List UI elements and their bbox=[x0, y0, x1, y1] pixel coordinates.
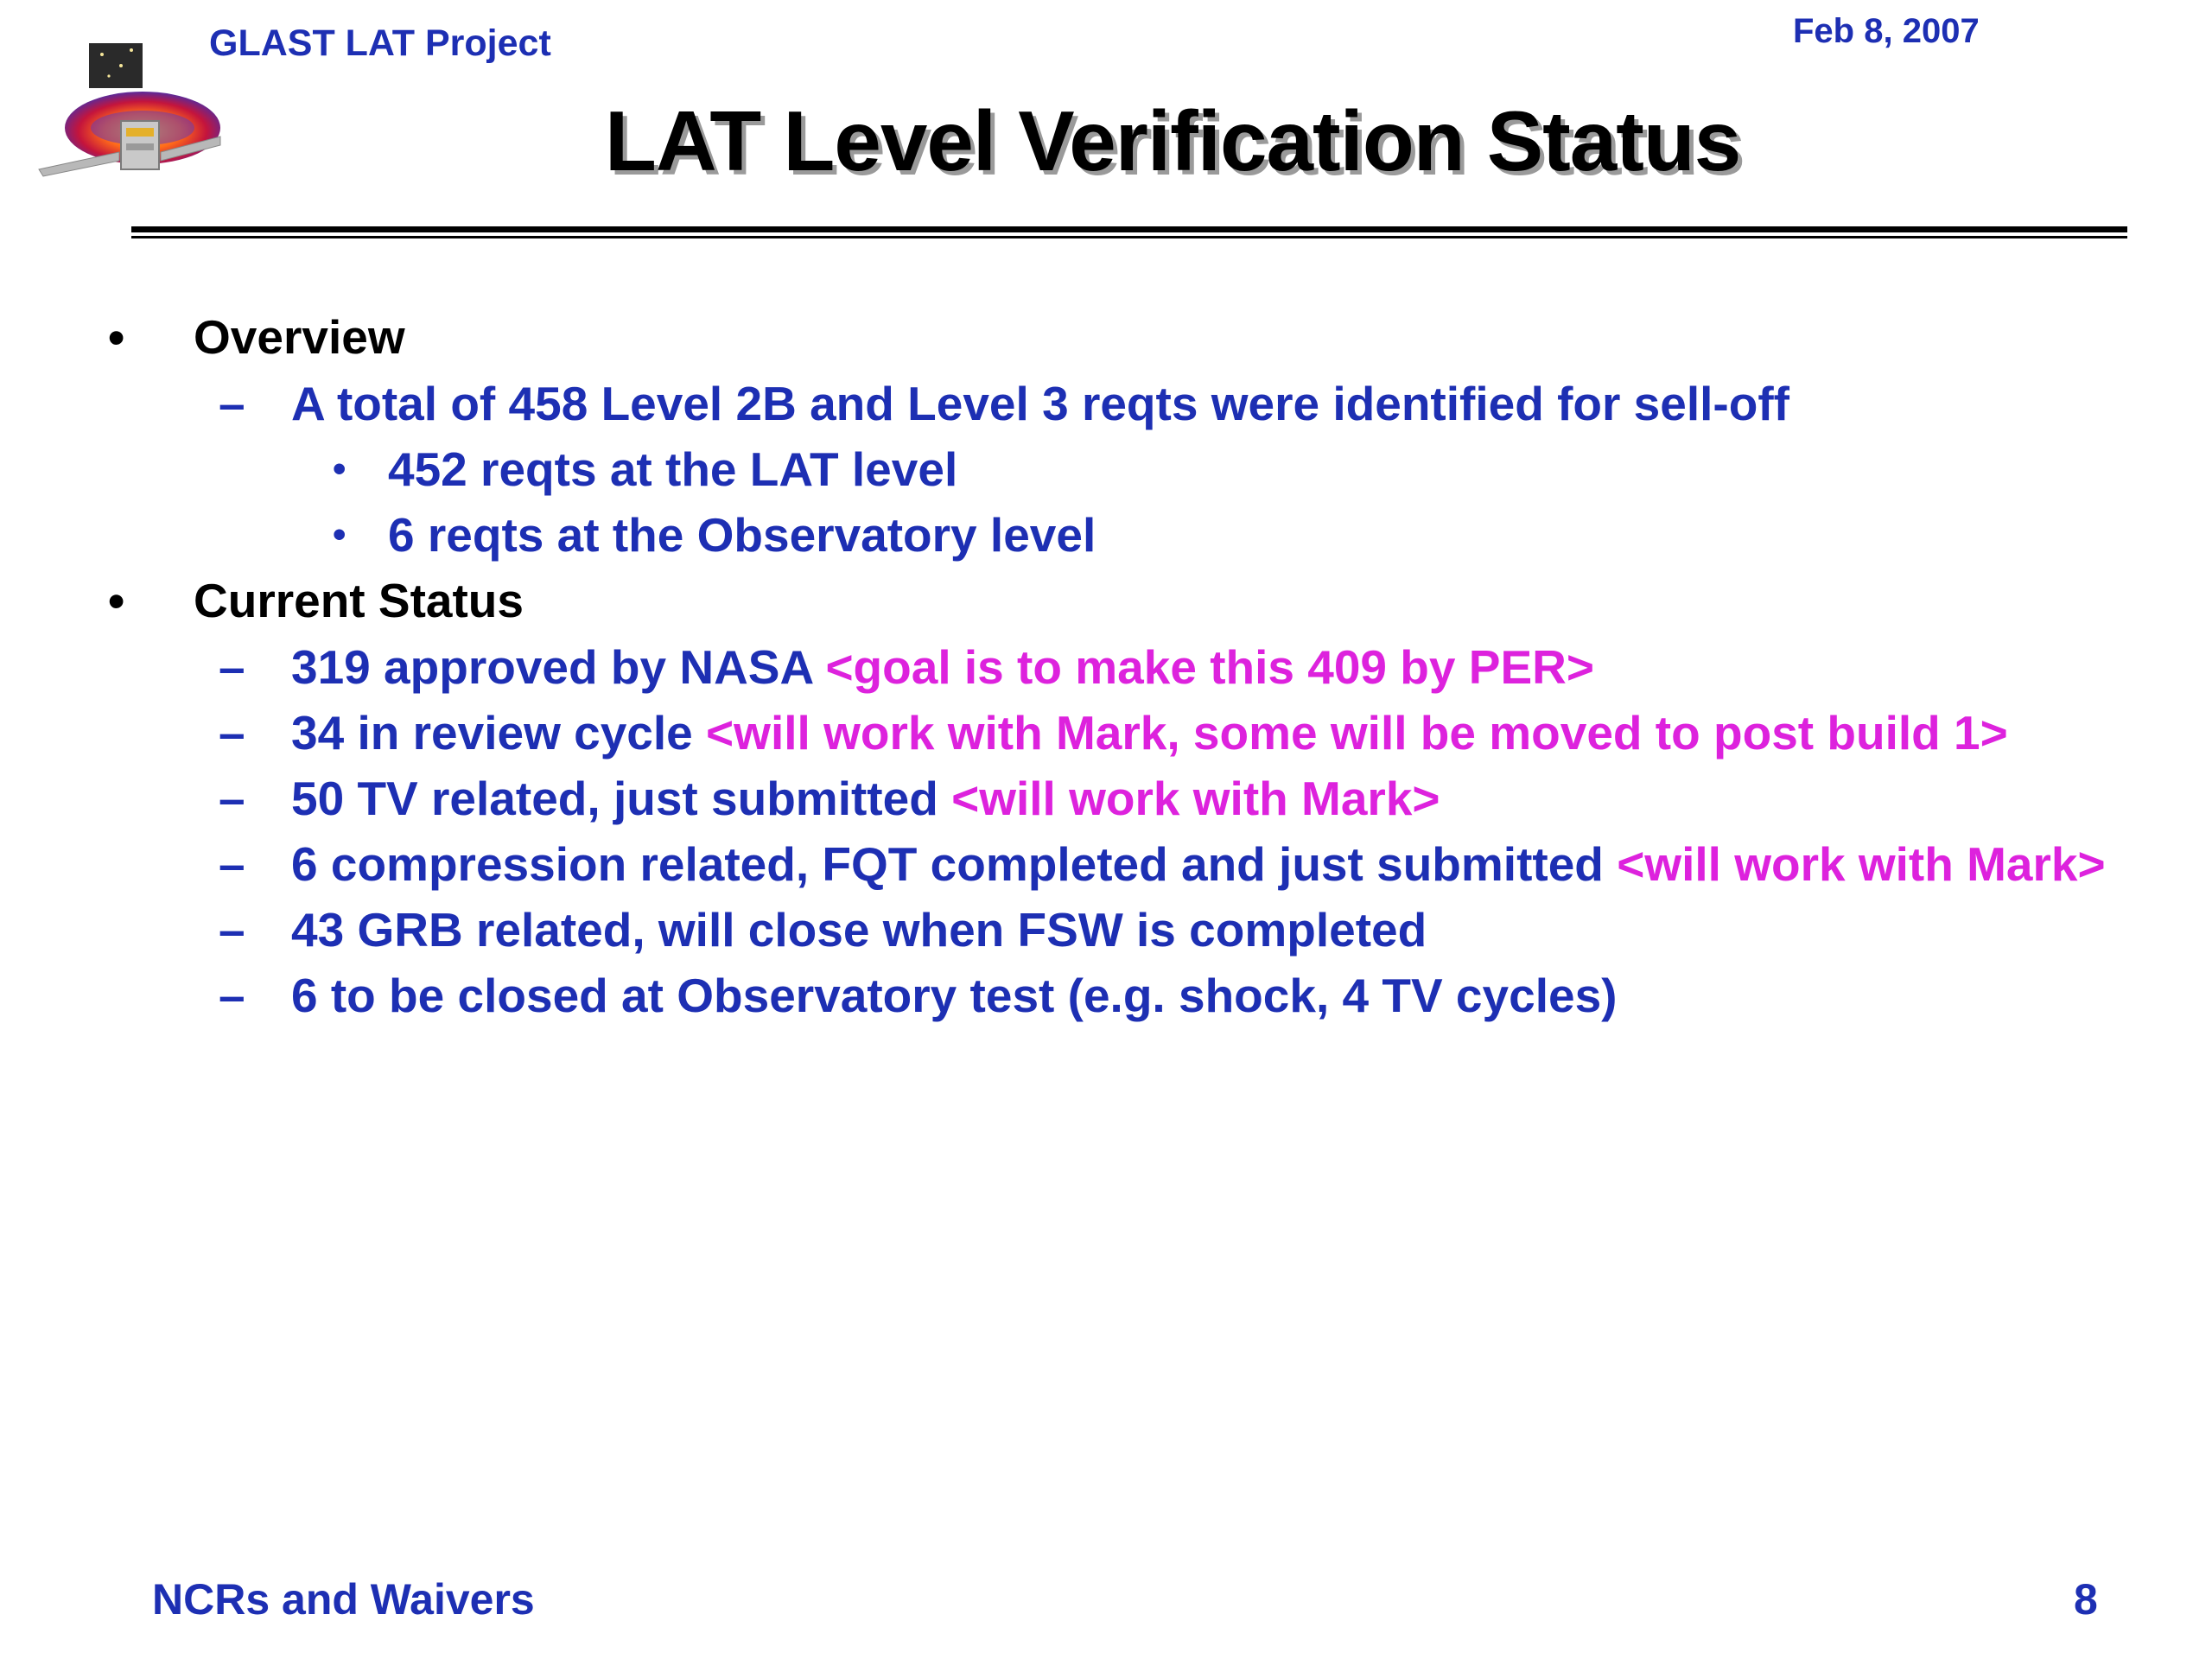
page-number: 8 bbox=[2074, 1575, 2098, 1624]
status-item-note: <will work with Mark, some will be moved to post build 1> bbox=[706, 706, 2008, 760]
title-divider-thick bbox=[131, 226, 2127, 232]
sub-bullet-icon: • bbox=[333, 448, 346, 490]
overview-heading: Overview bbox=[194, 310, 405, 364]
overview-sub-item-text: 6 reqts at the Observatory level bbox=[388, 508, 1096, 562]
status-item-note: <goal is to make this 409 by PER> bbox=[825, 640, 1594, 694]
sub-bullet-icon: • bbox=[333, 513, 346, 556]
dash-icon: – bbox=[219, 640, 245, 694]
glast-satellite-logo-icon bbox=[35, 41, 233, 184]
slide-title: LAT Level Verification Status bbox=[605, 93, 1741, 188]
dash-icon: – bbox=[219, 377, 245, 430]
status-item-text: 43 GRB related, will close when FSW is completed bbox=[291, 903, 1427, 957]
dash-icon: – bbox=[219, 903, 245, 957]
presentation-date: Feb 8, 2007 bbox=[1793, 12, 1980, 50]
bullet-icon: • bbox=[108, 310, 125, 364]
project-name: GLAST LAT Project bbox=[209, 22, 551, 64]
status-item-text: 6 to be closed at Observatory test (e.g. shock, 4 TV cycles) bbox=[291, 969, 1618, 1022]
dash-icon: – bbox=[219, 837, 245, 891]
dash-icon: – bbox=[219, 706, 245, 760]
overview-sub-item-text: 452 reqts at the LAT level bbox=[388, 442, 958, 496]
status-item-text: 34 in review cycle bbox=[291, 706, 707, 760]
status-item-text: 6 compression related, FQT completed and just submitted bbox=[291, 837, 1618, 891]
overview-total: A total of 458 Level 2B and Level 3 reqts were identified for sell-off bbox=[291, 377, 1789, 430]
status-item-text: 319 approved by NASA bbox=[291, 640, 826, 694]
dash-icon: – bbox=[219, 772, 245, 825]
bullet-icon: • bbox=[108, 574, 125, 627]
status-item-note: <will work with Mark> bbox=[951, 772, 1440, 825]
dash-icon: – bbox=[219, 969, 245, 1022]
status-item-text: 50 TV related, just submitted bbox=[291, 772, 952, 825]
title-divider-thin bbox=[131, 236, 2127, 238]
footer-section-title: NCRs and Waivers bbox=[152, 1575, 535, 1624]
current-status-heading: Current Status bbox=[194, 574, 524, 627]
status-item-note: <will work with Mark> bbox=[1617, 837, 2106, 891]
